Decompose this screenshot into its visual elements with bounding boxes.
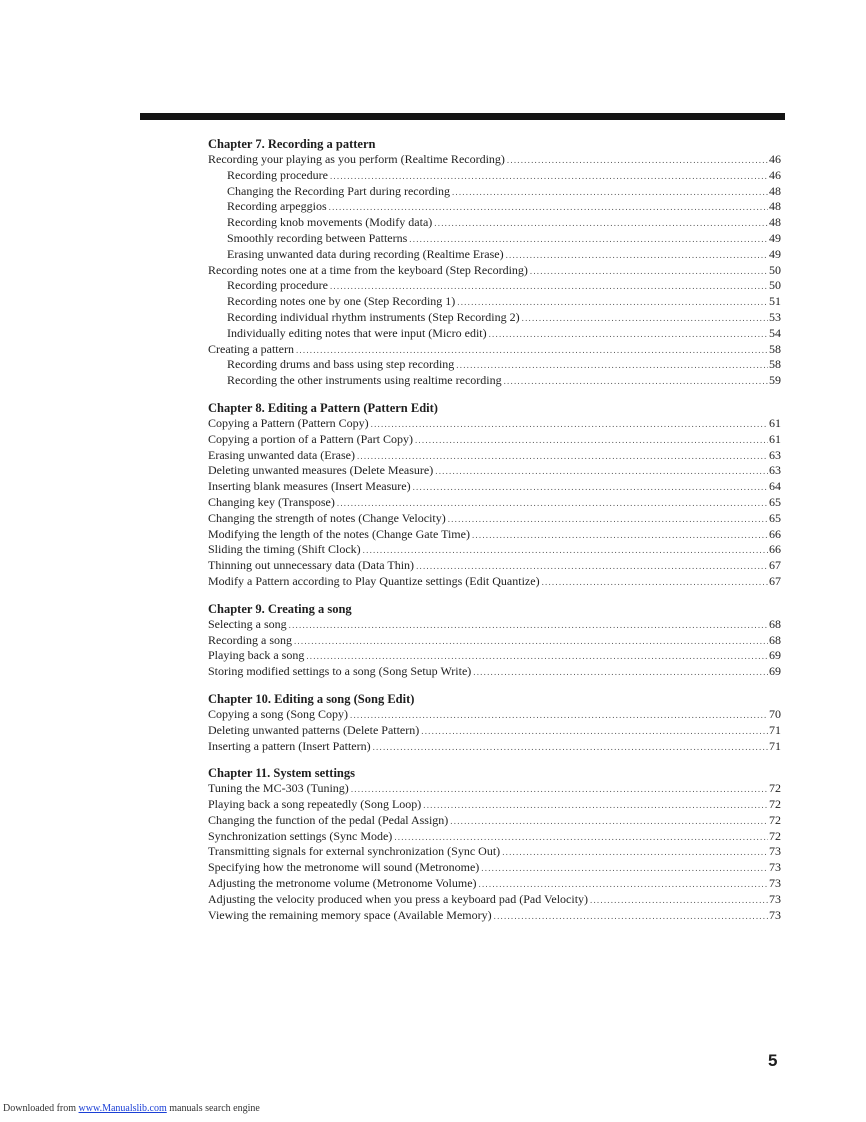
toc-entry-label: Playing back a song (208, 648, 305, 663)
dot-leader (479, 877, 768, 893)
dot-leader (330, 279, 768, 295)
toc-entry-label: Recording a song (208, 632, 292, 647)
toc-entry-page: 65 (769, 494, 781, 509)
toc-entry-label: Recording your playing as you perform (Realtime Recording) (208, 152, 505, 166)
toc-entry-label: Adjusting the velocity produced when you press a keyboard pad (Pad Velocity) (208, 891, 589, 906)
toc-entry-page: 69 (769, 664, 781, 679)
toc-entry[interactable] (208, 633, 781, 649)
dot-leader (421, 724, 768, 740)
dot-leader (357, 449, 768, 465)
toc-entry-page: 68 (769, 632, 781, 647)
dot-leader (351, 782, 768, 798)
toc-entry-page: 53 (769, 309, 781, 324)
toc-entry-label: Adjusting the metronome volume (Metronome Volume) (208, 876, 477, 891)
toc-entry[interactable] (208, 184, 781, 200)
toc-entry-page: 73 (769, 891, 781, 906)
toc-entry-page: 59 (769, 373, 781, 388)
toc-entry[interactable] (208, 310, 781, 326)
toc-entry-label: Changing key (Transpose) (208, 494, 335, 509)
dot-leader (448, 512, 768, 528)
dot-leader (530, 264, 768, 280)
toc-entry-page: 58 (769, 357, 781, 372)
toc-entry-label: Changing the strength of notes (Change Velocity) (208, 510, 446, 525)
dot-leader (457, 295, 768, 311)
toc-entry-label: Recording arpeggios (227, 199, 327, 214)
chapter-title: Chapter 7. Recording a pattern (208, 137, 376, 151)
toc-entry[interactable] (208, 448, 781, 464)
toc-entry-page: 67 (769, 558, 781, 573)
toc-entry-label: Sliding the timing (Shift Clock) (208, 542, 361, 557)
toc-entry[interactable] (208, 231, 781, 247)
toc-entry[interactable] (208, 416, 781, 432)
toc-entry-page: 70 (769, 706, 781, 721)
dot-leader (506, 248, 768, 264)
dot-leader (481, 861, 768, 877)
toc-entry-label: Tuning the MC-303 (Tuning) (208, 781, 349, 796)
toc-entry-page: 69 (769, 648, 781, 663)
toc-entry-page: 73 (769, 876, 781, 891)
toc-entry[interactable] (208, 263, 781, 279)
toc-entry-label: Recording notes one by one (Step Recording 1) (227, 294, 456, 309)
toc-entry-label: Recording drums and bass using step recording (227, 357, 455, 372)
toc-entry[interactable] (208, 648, 781, 664)
toc-entry[interactable] (208, 278, 781, 294)
toc-entry[interactable] (208, 495, 781, 511)
toc-entry-page: 51 (769, 294, 781, 309)
dot-leader (450, 814, 768, 830)
toc-entry-label: Recording knob movements (Modify data) (227, 215, 433, 230)
toc-entry-page: 63 (769, 447, 781, 462)
toc-entry-page: 48 (769, 183, 781, 198)
dot-leader (329, 200, 768, 216)
toc-entry-label: Storing modified settings to a song (Song Setup Write) (208, 664, 472, 679)
toc-entry-label: Recording procedure (227, 278, 328, 293)
dot-leader (296, 343, 768, 359)
dot-leader (416, 559, 768, 575)
toc-entry-label: Transmitting signals for external synchronization (Sync Out) (208, 844, 501, 859)
dot-leader (350, 708, 768, 724)
toc-entry[interactable] (208, 152, 781, 168)
toc-chapter (208, 691, 781, 754)
toc-entry-page: 49 (769, 246, 781, 261)
toc-entry[interactable] (208, 247, 781, 263)
toc-entry-page: 72 (769, 812, 781, 827)
toc-entry[interactable] (208, 168, 781, 184)
toc-entry[interactable] (208, 844, 781, 860)
toc-entry-label: Creating a pattern (208, 341, 294, 356)
toc-entry-label: Synchronization settings (Sync Mode) (208, 828, 393, 843)
toc-entry-label: Erasing unwanted data (Erase) (208, 447, 355, 462)
dot-leader (472, 528, 768, 544)
toc-entry-page: 54 (769, 325, 781, 340)
toc-entry[interactable] (208, 781, 781, 797)
toc-entry-label: Deleting unwanted patterns (Delete Pattern) (208, 722, 420, 737)
dot-leader (502, 845, 768, 861)
manualslib-link[interactable]: www.Manualslib.com (78, 1103, 167, 1114)
dot-leader (434, 216, 768, 232)
toc-entry[interactable] (208, 664, 781, 680)
chapter-title: Chapter 11. System settings (208, 766, 355, 781)
toc-entry-page: 72 (769, 828, 781, 843)
dot-leader (330, 169, 768, 185)
toc-entry[interactable] (208, 892, 781, 908)
toc-entry-label: Smoothly recording between Patterns (227, 230, 408, 245)
dot-leader (371, 417, 768, 433)
dot-leader (306, 649, 768, 665)
toc-entry[interactable] (208, 797, 781, 813)
toc-entry[interactable] (208, 617, 781, 633)
dot-leader (590, 893, 768, 909)
toc-entry-page: 72 (769, 781, 781, 796)
toc-entry-label: Specifying how the metronome will sound (Metronome) (208, 860, 480, 875)
dot-leader (504, 374, 768, 390)
dot-leader (294, 634, 768, 650)
toc-entry-page: 73 (769, 860, 781, 875)
dot-leader (452, 185, 768, 201)
toc-entry[interactable] (208, 813, 781, 829)
toc-entry-label: Changing the function of the pedal (Pedal Assign) (208, 812, 449, 827)
toc-entry-page: 61 (769, 415, 781, 430)
toc-chapter (208, 136, 781, 389)
toc-entry-page: 73 (769, 844, 781, 859)
dot-leader (542, 575, 768, 591)
toc-entry[interactable] (208, 558, 781, 574)
toc-entry[interactable] (208, 908, 781, 924)
toc-chapter (208, 400, 781, 590)
toc-entry-page: 67 (769, 573, 781, 588)
dot-leader (394, 830, 768, 846)
dot-leader (415, 433, 768, 449)
toc-entry-label: Thinning out unnecessary data (Data Thin) (208, 558, 415, 573)
toc-entry-label: Changing the Recording Part during recording (227, 183, 450, 198)
toc-entry-label: Viewing the remaining memory space (Available Memory) (208, 907, 492, 922)
toc-entry-label: Recording procedure (227, 167, 328, 182)
toc-entry[interactable] (208, 215, 781, 231)
toc-entry[interactable] (208, 574, 781, 590)
toc-entry[interactable] (208, 723, 781, 739)
toc-entry[interactable] (208, 294, 781, 310)
toc-entry-page: 58 (769, 341, 781, 356)
toc-entry-label: Selecting a song (208, 616, 287, 631)
toc-entry-page: 71 (769, 722, 781, 737)
toc-entry-label: Recording individual rhythm instruments (Step Recording 2) (227, 309, 520, 324)
toc-entry-label: Erasing unwanted data during recording (Realtime Erase) (227, 246, 504, 261)
dot-leader (373, 740, 768, 756)
toc-entry-label: Modify a Pattern according to Play Quantize settings (Edit Quantize) (208, 573, 540, 588)
toc-entry-page: 71 (769, 738, 781, 753)
toc-entry[interactable] (208, 829, 781, 845)
toc-entry[interactable] (208, 463, 781, 479)
toc-chapter (208, 765, 781, 923)
toc-entry[interactable] (208, 199, 781, 215)
dot-leader (409, 232, 768, 248)
toc-entry-label: Inserting a pattern (Insert Pattern) (208, 738, 371, 753)
toc-entry[interactable] (208, 511, 781, 527)
toc-entry-page: 66 (769, 542, 781, 557)
toc-entry[interactable] (208, 342, 781, 358)
toc-entry-label: Recording notes one at a time from the keyboard (Step Recording) (208, 262, 528, 277)
chapter-title: Chapter 10. Editing a song (Song Edit) (208, 691, 415, 706)
toc-entry-page: 63 (769, 463, 781, 478)
toc-entry-page: 66 (769, 526, 781, 541)
toc-entry[interactable] (208, 432, 781, 448)
toc-entry-page: 50 (769, 262, 781, 277)
dot-leader (494, 909, 768, 925)
toc-entry-label: Modifying the length of the notes (Change Gate Time) (208, 526, 470, 541)
toc-entry-label: Deleting unwanted measures (Delete Measure) (208, 463, 434, 478)
toc-entry-page: 48 (769, 215, 781, 230)
dot-leader (413, 480, 768, 496)
toc-entry-page: 49 (769, 230, 781, 245)
toc-entry-page: 72 (769, 797, 781, 812)
table-of-contents (208, 136, 781, 934)
toc-chapter (208, 601, 781, 680)
dot-leader (489, 327, 768, 343)
toc-entry-label: Copying a portion of a Pattern (Part Copy) (208, 431, 413, 446)
toc-entry-page: 46 (769, 167, 781, 182)
toc-entry[interactable] (208, 527, 781, 543)
toc-entry[interactable] (208, 326, 781, 342)
footer-prefix: Downloaded from (3, 1103, 77, 1114)
dot-leader (289, 618, 768, 634)
download-footer (3, 1103, 260, 1114)
toc-entry-label: Recording the other instruments using realtime recording (227, 373, 502, 388)
toc-entry[interactable] (208, 860, 781, 876)
dot-leader (363, 543, 768, 559)
toc-entry-label: Copying a song (Song Copy) (208, 706, 349, 721)
toc-entry[interactable] (208, 739, 781, 755)
toc-entry-page: 50 (769, 278, 781, 293)
toc-entry[interactable] (208, 542, 781, 558)
toc-entry-page: 68 (769, 616, 781, 631)
toc-entry-page: 73 (769, 907, 781, 922)
dot-leader (337, 496, 768, 512)
chapter-title: Chapter 8. Editing a Pattern (Pattern Edit) (208, 400, 438, 415)
toc-entry[interactable] (208, 479, 781, 495)
footer-suffix: manuals search engine (169, 1103, 260, 1114)
toc-entry-page: 65 (769, 510, 781, 525)
dot-leader (473, 665, 768, 681)
header-rule (140, 113, 785, 120)
toc-entry[interactable] (208, 373, 781, 389)
page-number: 5 (768, 1051, 778, 1070)
toc-entry[interactable] (208, 357, 781, 373)
dot-leader (435, 464, 768, 480)
toc-entry-label: Individually editing notes that were input (Micro edit) (227, 325, 487, 340)
toc-entry-label: Copying a Pattern (Pattern Copy) (208, 415, 369, 430)
toc-entry-page: 64 (769, 479, 781, 494)
chapter-title: Chapter 9. Creating a song (208, 601, 352, 616)
toc-entry-page: 61 (769, 431, 781, 446)
dot-leader (423, 798, 768, 814)
toc-entry-label: Inserting blank measures (Insert Measure) (208, 479, 411, 494)
toc-entry-page: 46 (769, 152, 781, 166)
toc-entry[interactable] (208, 707, 781, 723)
toc-entry[interactable] (208, 876, 781, 892)
dot-leader (522, 311, 768, 327)
toc-entry-page: 48 (769, 199, 781, 214)
toc-entry-label: Playing back a song repeatedly (Song Loop) (208, 797, 422, 812)
dot-leader (507, 153, 768, 169)
dot-leader (456, 358, 768, 374)
